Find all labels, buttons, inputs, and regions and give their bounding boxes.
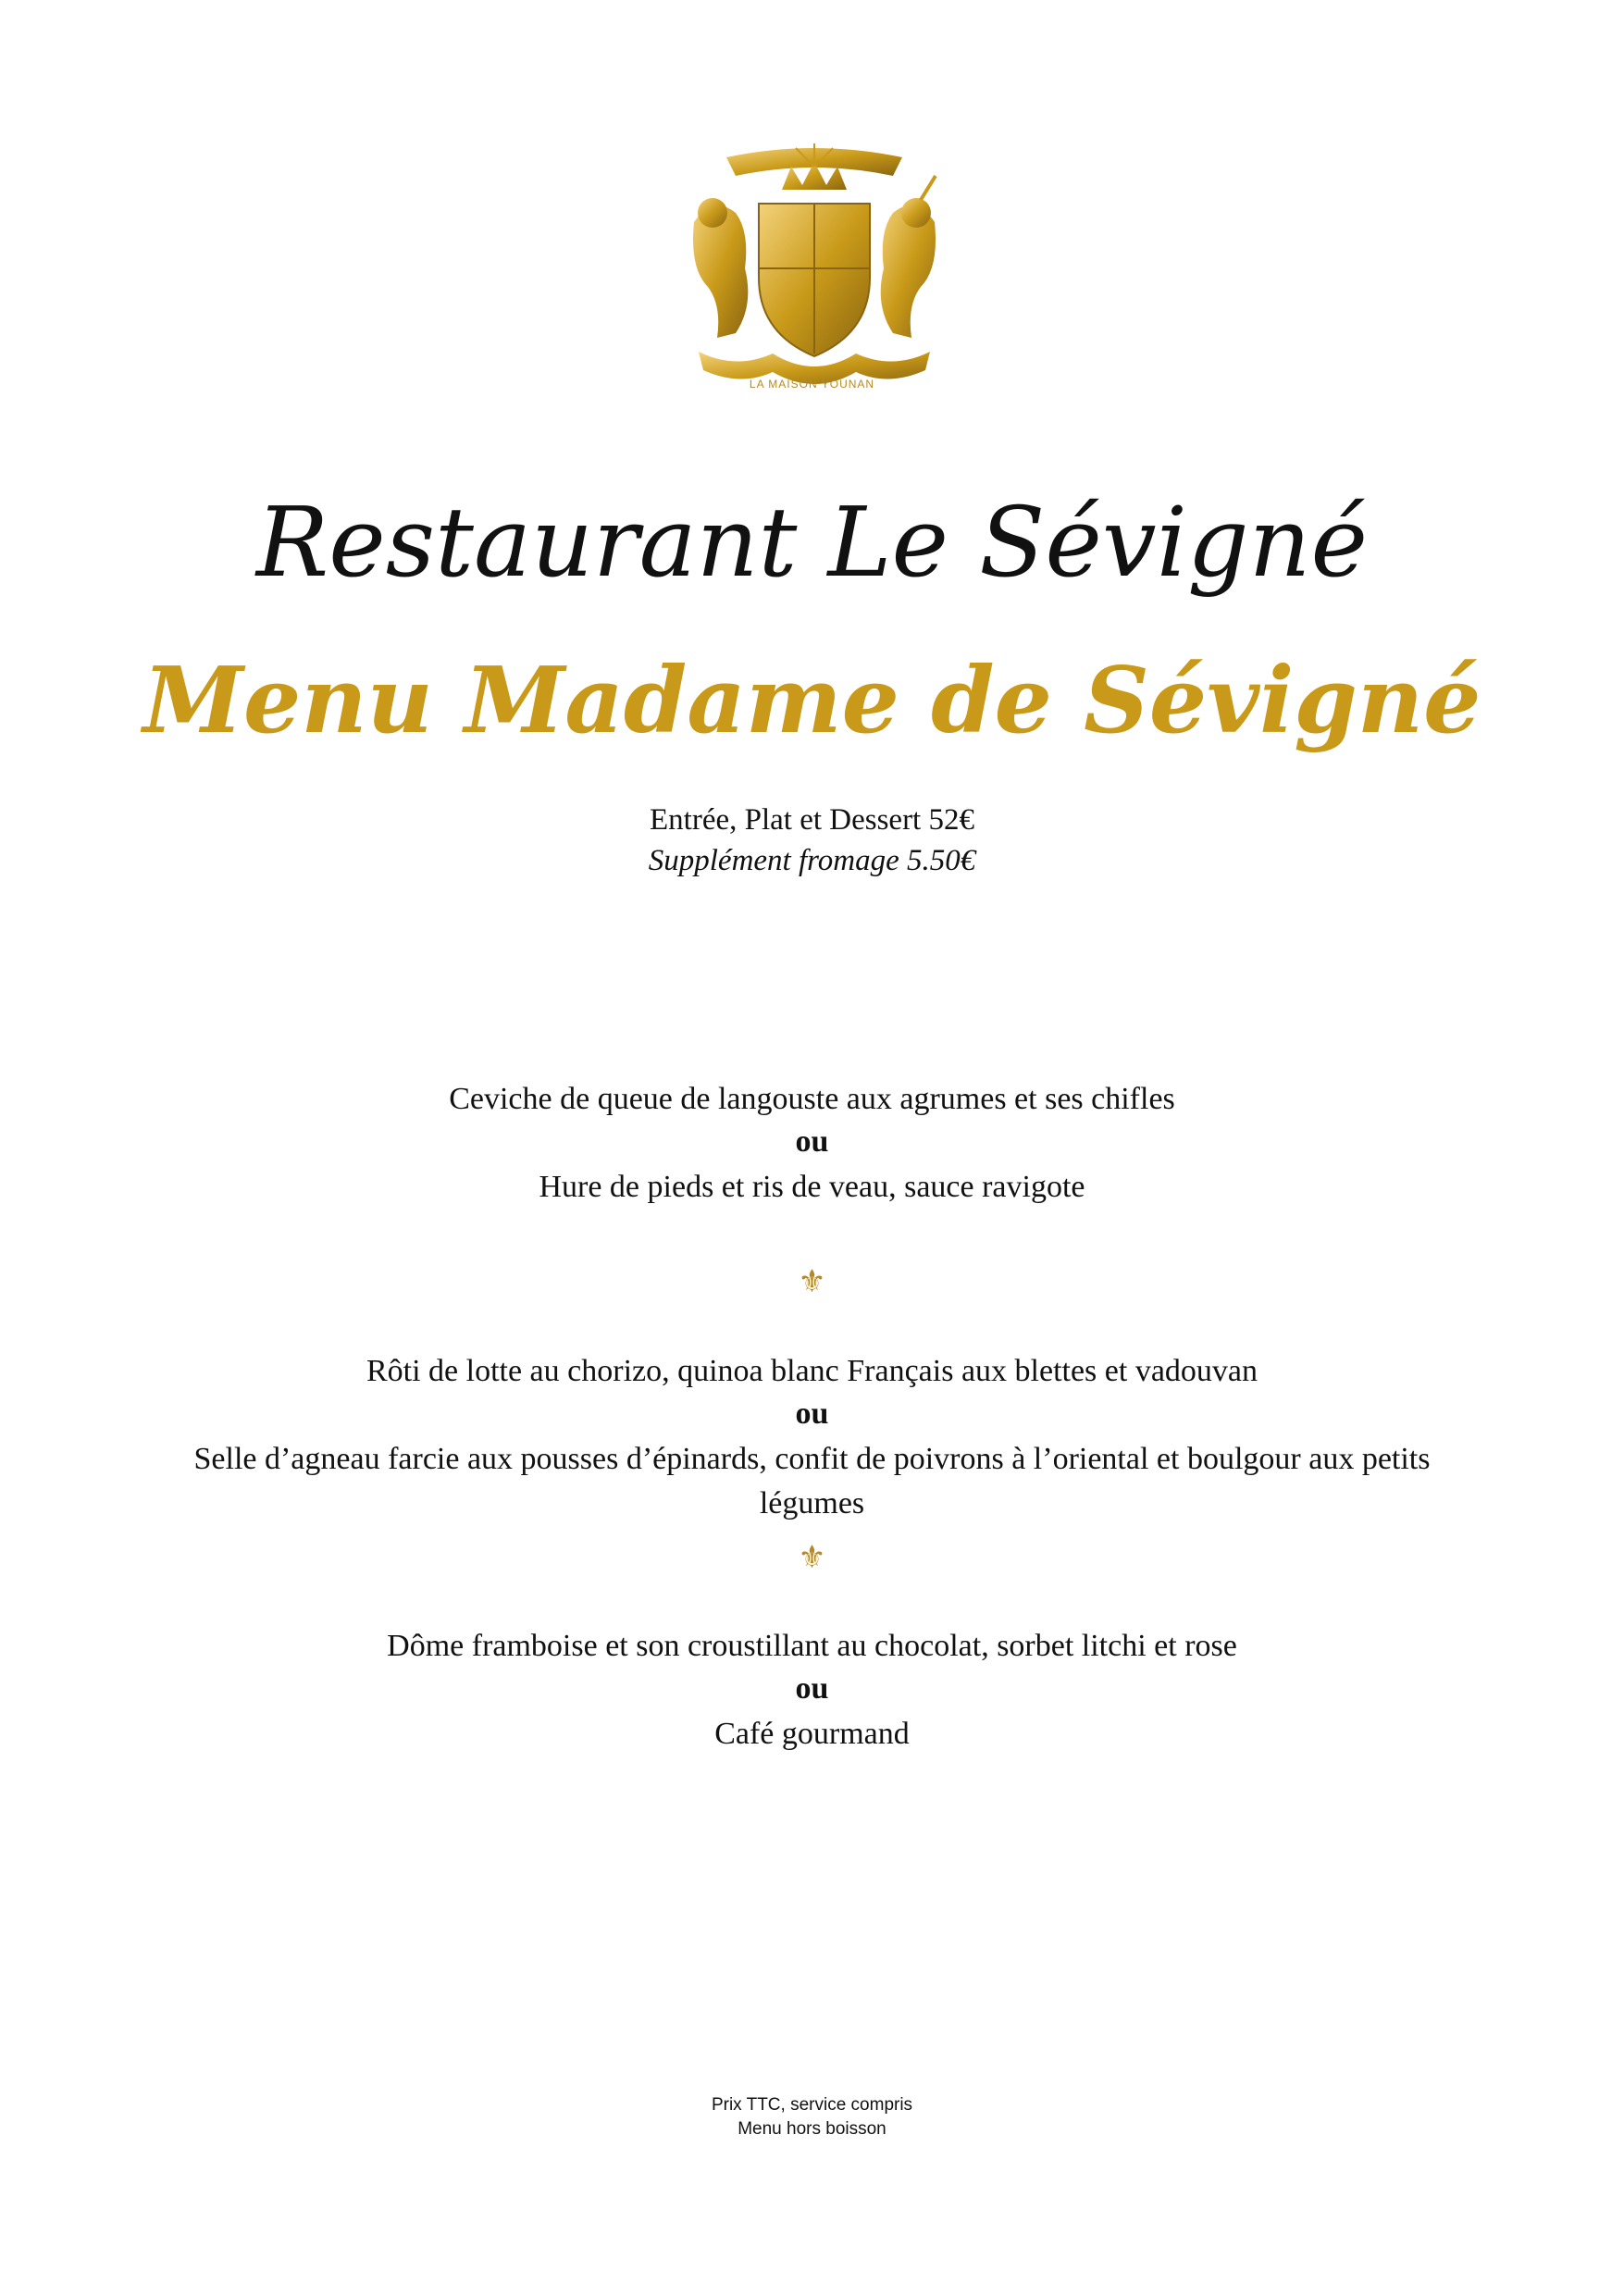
starter-option-1: Ceviche de queue de langouste aux agrumes et ses chifles [449, 1082, 1175, 1116]
main-option-1: Rôti de lotte au chorizo, quinoa blanc Français aux blettes et vadouvan [366, 1354, 1258, 1388]
menu-title: Menu Madame de Sévigné [143, 648, 1481, 754]
crest-logo [662, 139, 967, 407]
dessert-or: ou [795, 1671, 829, 1706]
starter-option-2: Hure de pieds et ris de veau, sauce ravigote [539, 1170, 1085, 1204]
dessert-option-2: Café gourmand [714, 1717, 910, 1751]
main-or: ou [795, 1396, 829, 1431]
main-option-2: Selle d’agneau farcie aux pousses d’épinards, confit de poivrons à l’oriental et boulgour aux petits légumes [193, 1442, 1431, 1520]
crest-caption: LA MAISON YOUNAN [749, 378, 875, 391]
restaurant-title: Restaurant Le Sévigné [255, 486, 1369, 599]
footer-tax-note: Prix TTC, service compris [711, 2095, 913, 2115]
menu-price: Entrée, Plat et Dessert 52€ [650, 803, 974, 837]
fleur-de-lis-icon: ⚜ [798, 1541, 826, 1575]
cheese-supplement: Supplément fromage 5.50€ [648, 844, 976, 877]
fleur-de-lis-icon: ⚜ [798, 1265, 826, 1299]
starter-or: ou [795, 1124, 829, 1159]
dessert-option-1: Dôme framboise et son croustillant au chocolat, sorbet litchi et rose [387, 1629, 1237, 1663]
footer-drinks-note: Menu hors boisson [738, 2119, 886, 2139]
